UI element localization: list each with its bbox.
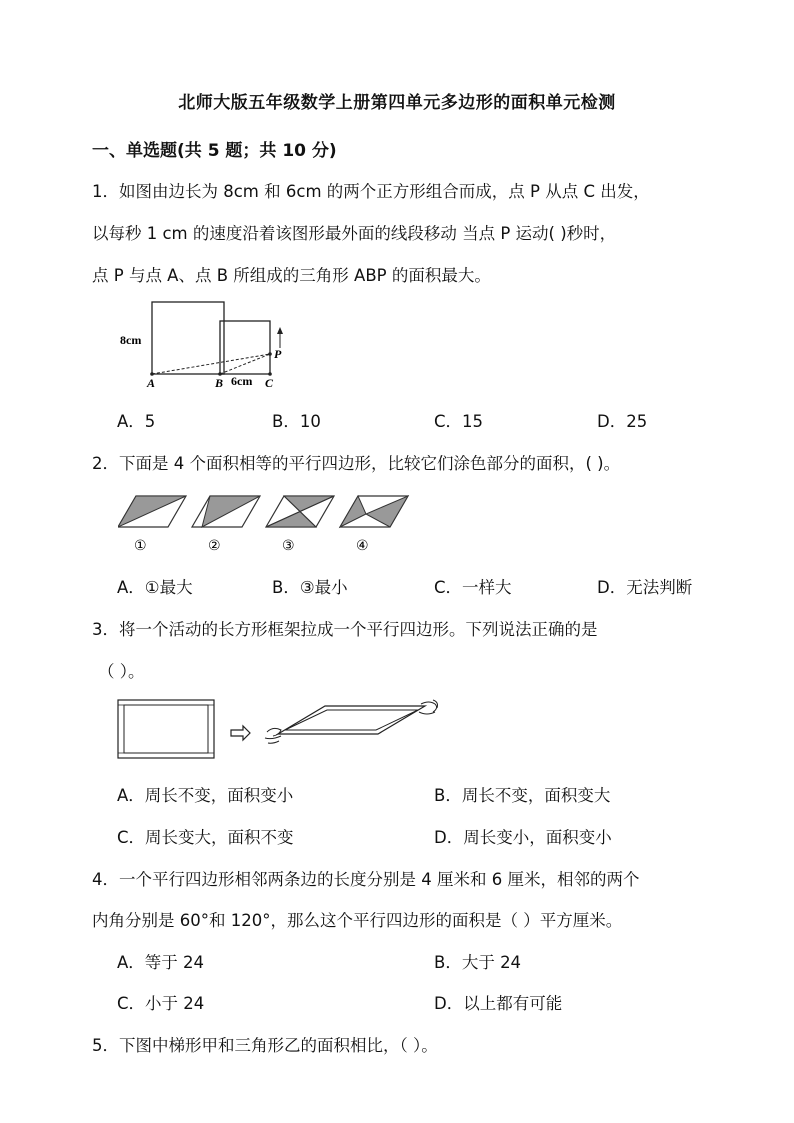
- parallelogram-2: [192, 496, 260, 527]
- label-6cm: 6cm: [231, 374, 253, 388]
- q3-figure: [115, 694, 445, 764]
- q4-line-2: 内角分别是 60°和 120°，那么这个平行四边形的面积是（ ）平方厘米。: [92, 911, 623, 930]
- q2-option-b: B．③最小: [272, 578, 348, 597]
- q3-option-b: B．周长不变，面积变大: [434, 786, 611, 805]
- dashed-line-bp: [220, 354, 270, 374]
- q2-line: 2．下面是 4 个面积相等的平行四边形，比较它们涂色部分的面积，( )。: [92, 454, 621, 473]
- q4-option-d: D．以上都有可能: [434, 994, 563, 1013]
- label-p: P: [274, 347, 282, 361]
- q2-option-c: C．一样大: [434, 578, 512, 597]
- q2-option-a: A．①最大: [117, 578, 193, 597]
- q1-option-b: B．10: [272, 412, 321, 431]
- section-heading: 一、单选题(共 5 题；共 10 分): [92, 141, 337, 161]
- q1-option-c: C．15: [434, 412, 484, 431]
- label-b: B: [215, 376, 224, 390]
- label-a: A: [147, 376, 156, 390]
- figure-label-3: ③: [282, 538, 295, 554]
- q1-line-3: 点 P 与点 A、点 B 所组成的三角形 ABP 的面积最大。: [92, 266, 491, 285]
- q3-option-d: D．周长变小，面积变小: [434, 828, 612, 847]
- q1-line-1: 1．如图由边长为 8cm 和 6cm 的两个正方形组合而成，点 P 从点 C 出发，: [92, 182, 650, 201]
- parallelogram-3: [266, 496, 334, 527]
- q4-option-c: C．小于 24: [117, 994, 205, 1013]
- q3-option-c: C．周长变大，面积不变: [117, 828, 294, 847]
- label-c: C: [265, 376, 274, 390]
- hand-right-icon: [419, 700, 438, 714]
- parallelogram-4: [340, 496, 408, 527]
- q1-option-a: A．5: [117, 412, 156, 431]
- q4-line-1: 4．一个平行四边形相邻两条边的长度分别是 4 厘米和 6 厘米，相邻的两个: [92, 870, 640, 889]
- q3-line-1: 3．将一个活动的长方形框架拉成一个平行四边形。下列说法正确的是: [92, 620, 598, 639]
- figure-label-4: ④: [356, 538, 369, 554]
- q2-option-d: D．无法判断: [597, 578, 693, 597]
- q5-line: 5．下图中梯形甲和三角形乙的面积相比，（ ）。: [92, 1036, 438, 1055]
- hand-left-icon: [265, 728, 281, 743]
- q2-figure: [118, 492, 418, 558]
- parallelogram-1: [118, 496, 186, 527]
- arrow-right-icon: [231, 726, 250, 740]
- q1-option-d: D．25: [597, 412, 648, 431]
- page-title: 北师大版五年级数学上册第四单元多边形的面积单元检测: [178, 93, 616, 113]
- dashed-line-ap: [152, 354, 270, 374]
- q3-option-a: A．周长不变，面积变小: [117, 786, 294, 805]
- q3-line-2: （ ）。: [98, 662, 145, 681]
- point-p: [268, 352, 272, 356]
- label-8cm: 8cm: [120, 333, 142, 347]
- rectangle-frame: [118, 700, 214, 758]
- q4-option-a: A．等于 24: [117, 953, 205, 972]
- square-6cm: [220, 321, 270, 374]
- arrow-up-icon: [277, 327, 283, 334]
- q1-figure: [110, 298, 300, 394]
- parallelogram-frame: [278, 706, 425, 734]
- q4-option-b: B．大于 24: [434, 953, 522, 972]
- figure-label-2: ②: [208, 538, 221, 554]
- q1-line-2: 以每秒 1 cm 的速度沿着该图形最外面的线段移动 当点 P 运动( )秒时，: [92, 224, 617, 243]
- figure-label-1: ①: [134, 538, 147, 554]
